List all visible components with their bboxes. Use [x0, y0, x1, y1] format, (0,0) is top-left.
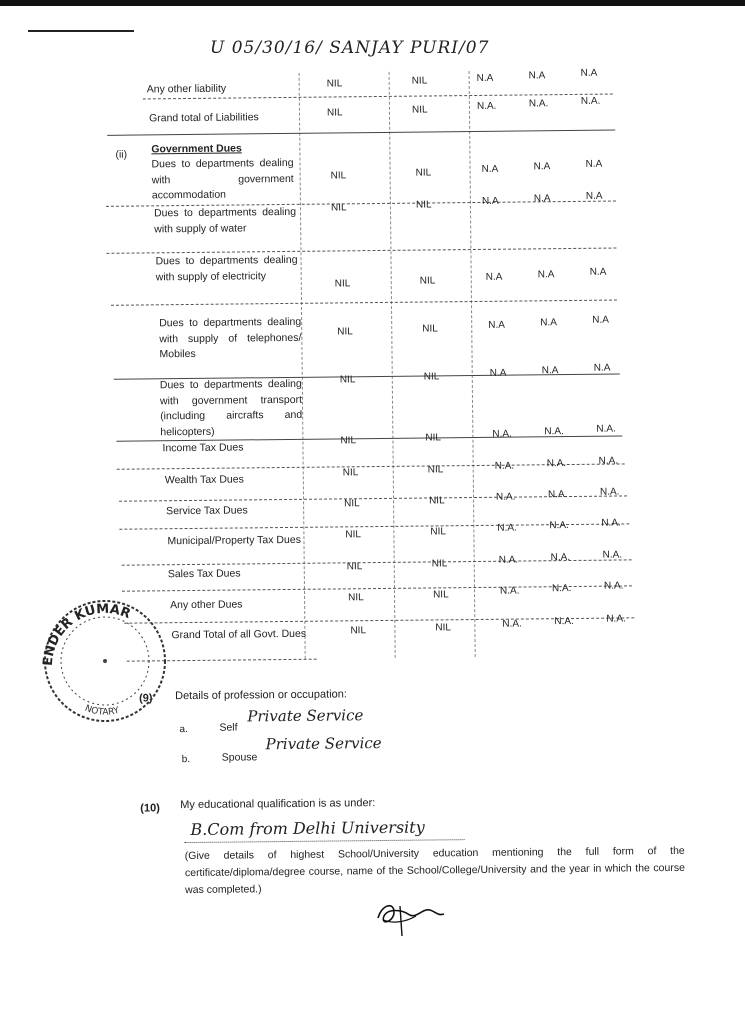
value-cell: N.A. — [492, 428, 512, 440]
value-cell: N.A. — [499, 585, 520, 597]
value-cell: N.A. — [494, 460, 515, 472]
section-index: (ii) — [115, 148, 128, 161]
value-cell: NIL — [340, 435, 357, 447]
value-cell: N.A. — [599, 486, 620, 498]
value-cell: N.A — [533, 161, 551, 173]
value-cell: N.A — [533, 193, 551, 205]
value-cell: NIL — [411, 75, 428, 87]
value-cell: N.A — [541, 365, 559, 377]
value-cell: N.A — [540, 317, 557, 329]
self-label: Self — [219, 721, 238, 734]
value-cell: NIL — [429, 495, 445, 507]
value-cell: NIL — [430, 526, 447, 538]
value-cell: NIL — [344, 498, 360, 510]
row-label: Any other liability — [146, 82, 227, 96]
value-cell: N.A — [481, 195, 499, 207]
value-cell: N.A. — [547, 489, 568, 501]
section-9-title: Details of profession or occupation: — [175, 688, 347, 703]
svg-text:NOTARY — [83, 704, 121, 718]
section-9-number: (9) — [139, 692, 153, 705]
value-cell: NIL — [339, 374, 356, 386]
value-cell: N.A. — [546, 458, 567, 470]
value-cell: N.A. — [549, 520, 569, 532]
value-cell: N.A. — [598, 455, 619, 467]
row-label: Grand total of Liabilities — [148, 111, 259, 125]
value-cell: N.A — [485, 271, 503, 283]
row-label: Sales Tax Dues — [167, 567, 241, 581]
column-divider — [469, 71, 476, 657]
notary-seal-icon — [40, 596, 170, 726]
value-cell: N.A — [585, 158, 603, 170]
education-dotted-line — [185, 839, 465, 843]
row-label: Dues to departments dealing with government transport (including aircrafts and helicopters) — [159, 377, 303, 438]
value-cell: NIL — [419, 275, 436, 287]
value-cell: NIL — [342, 467, 359, 479]
value-cell: NIL — [348, 592, 364, 604]
value-cell: NIL — [350, 625, 367, 637]
row-divider — [111, 300, 617, 306]
row-label: Wealth Tax Dues — [164, 473, 244, 487]
value-cell: N.A — [592, 314, 609, 326]
row-label: Service Tax Dues — [166, 504, 248, 518]
signature-icon — [372, 890, 452, 940]
value-cell: N.A. — [550, 552, 571, 564]
row-label: Dues to departments dealing with supply of water — [153, 205, 297, 235]
item-b-marker: b. — [181, 754, 191, 766]
row-label: Dues to departments dealing with supply of electricity — [155, 253, 298, 283]
value-cell: N.A. — [580, 95, 601, 107]
row-label: Municipal/Property Tax Dues — [167, 533, 301, 548]
value-cell: NIL — [427, 464, 444, 476]
value-cell: N.A. — [601, 517, 621, 529]
value-cell: N.A — [537, 269, 555, 281]
section-heading: Government Dues — [151, 142, 242, 156]
value-cell: N.A — [580, 67, 598, 79]
row-label: Dues to departments dealing with government accommodation — [151, 156, 294, 202]
value-cell: N.A. — [502, 618, 522, 630]
section-10-title: My educational qualification is as under: — [180, 797, 376, 812]
value-cell: NIL — [432, 589, 449, 601]
value-cell: N.A — [488, 319, 505, 331]
column-divider — [389, 72, 396, 658]
section-divider — [107, 130, 615, 136]
value-cell: N.A — [593, 362, 611, 374]
value-cell: N.A. — [528, 98, 549, 110]
value-cell: NIL — [326, 78, 343, 90]
value-cell: N.A. — [602, 549, 623, 561]
spouse-label: Spouse — [221, 751, 258, 764]
value-cell: N.A — [481, 163, 499, 175]
value-cell: NIL — [415, 167, 432, 179]
seal-text: ENDER KUMAR — [40, 601, 133, 667]
education-instructions: (Give details of highest School/University education mentioning the full form of the certificate/diploma/degree course, name of the School/College/University and the year in which the course was completed.) — [184, 844, 685, 897]
education-handwritten: B.Com from Delhi University — [190, 817, 425, 840]
value-cell: NIL — [337, 326, 353, 338]
value-cell: NIL — [435, 622, 452, 634]
value-cell: N.A. — [498, 554, 519, 566]
handwritten-reference: U 05/30/16/ SANJAY PURI/07 — [210, 38, 490, 58]
value-cell: NIL — [415, 199, 432, 211]
row-label: Any other Dues — [170, 598, 243, 612]
value-cell: NIL — [330, 202, 347, 214]
value-cell: N.A. — [551, 583, 572, 595]
seal-bottom-text: NOTARY — [83, 703, 121, 718]
value-cell: NIL — [411, 104, 428, 116]
value-cell: N.A. — [603, 580, 624, 592]
value-cell: NIL — [346, 561, 363, 573]
value-cell: N.A. — [596, 423, 616, 435]
value-cell: N.A. — [497, 522, 517, 534]
self-occupation-handwritten: Private Service — [247, 706, 364, 726]
row-label: Grand Total of all Govt. Dues — [171, 627, 307, 642]
row-label: Income Tax Dues — [162, 441, 244, 455]
value-cell: N.A — [589, 266, 607, 278]
value-cell: N.A — [489, 367, 507, 379]
value-cell: NIL — [425, 432, 442, 444]
value-cell: N.A — [528, 70, 546, 82]
value-cell: NIL — [422, 323, 438, 335]
value-cell: N.A — [476, 72, 494, 84]
value-cell: N.A. — [606, 613, 626, 625]
section-10-number: (10) — [140, 802, 160, 815]
value-cell: NIL — [431, 558, 448, 570]
value-cell: NIL — [326, 107, 343, 119]
value-cell: NIL — [334, 278, 351, 290]
svg-text:ENDER KUMAR — [41, 602, 133, 667]
spouse-occupation-handwritten: Private Service — [265, 734, 382, 754]
value-cell: NIL — [330, 170, 347, 182]
value-cell: N.A. — [544, 426, 564, 438]
column-divider — [299, 73, 306, 659]
value-cell: N.A — [585, 190, 603, 202]
value-cell: N.A. — [476, 100, 497, 112]
item-a-marker: a. — [179, 724, 188, 736]
value-cell: NIL — [345, 529, 362, 541]
row-label: Dues to departments dealing with supply of telephones/ Mobiles — [159, 315, 302, 361]
value-cell: N.A. — [554, 615, 574, 628]
value-cell: N.A. — [495, 491, 516, 503]
row-divider — [106, 248, 616, 254]
value-cell: NIL — [423, 371, 440, 383]
